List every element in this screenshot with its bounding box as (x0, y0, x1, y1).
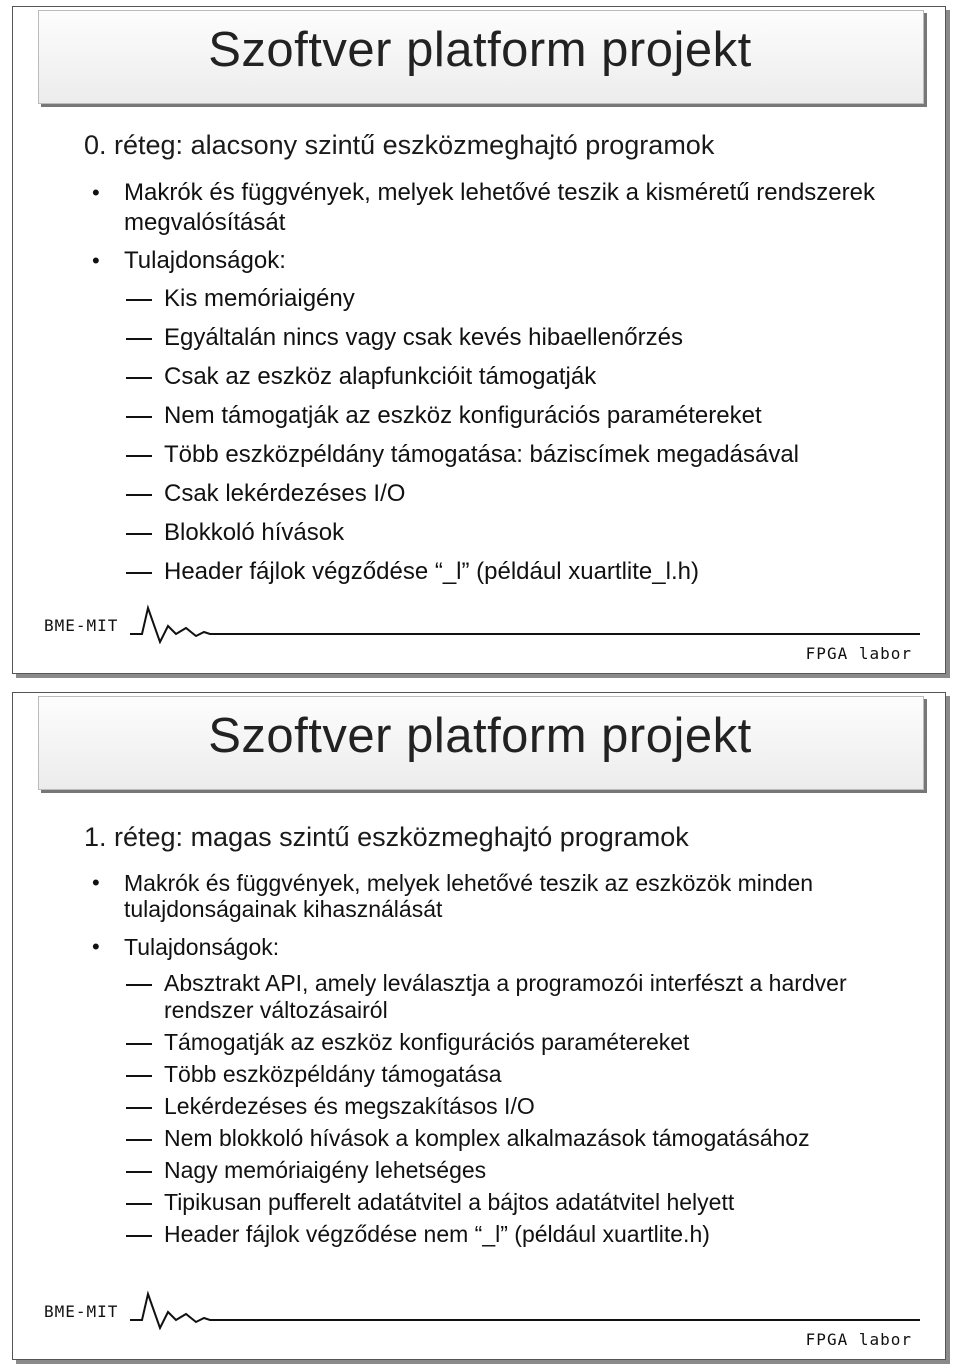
dash-icon (126, 1203, 152, 1205)
bullet-icon: • (92, 248, 100, 273)
dash-icon (126, 1043, 152, 1045)
bullet-icon: • (92, 934, 100, 959)
dash-icon (126, 1075, 152, 1077)
sub-list (84, 284, 904, 587)
signal-wave-icon (130, 604, 920, 644)
sub-item-text: Nagy memóriaigény lehetséges (164, 1157, 487, 1183)
sub-item-text: Csak lekérdezéses I/O (164, 480, 406, 507)
dash-icon (126, 494, 152, 496)
sub-item-text: Egyáltalán nincs vagy csak kevés hibaellenőrzés (164, 324, 683, 351)
bullet-icon: • (92, 180, 100, 205)
bullet-item (84, 934, 904, 1248)
slide-footer (40, 1286, 920, 1348)
slide-1 (0, 0, 960, 682)
bullet-list (84, 178, 904, 587)
sub-item (84, 1061, 904, 1088)
sub-item (84, 1221, 904, 1248)
sub-item-text: Blokkoló hívások (164, 519, 345, 546)
sub-item (84, 440, 904, 470)
section-heading: 1. réteg: magas szintű eszközmeghajtó programok (84, 822, 689, 852)
bme-mit-logo: BME-MIT (44, 1302, 119, 1321)
dash-icon (126, 416, 152, 418)
slide-title: Szoftver platform projekt (208, 23, 752, 77)
dash-icon (126, 1107, 152, 1109)
sub-item-text: Nem blokkoló hívások a komplex alkalmazások támogatásához (164, 1125, 810, 1151)
sub-item-text: Kis memóriaigény (164, 285, 355, 312)
sub-item (84, 479, 904, 509)
bullet-text: Tulajdonságok: (124, 934, 280, 960)
dash-icon (126, 1235, 152, 1237)
dash-icon (126, 572, 152, 574)
sub-item (84, 1093, 904, 1120)
sub-item (84, 518, 904, 548)
sub-item-text: Tipikusan pufferelt adatátvitel a bájtos adatátvitel helyett (164, 1189, 735, 1215)
bullet-text: Makrók és függvények, melyek lehetővé teszik a kisméretű rendszerek megvalósítását (124, 179, 875, 236)
dash-icon (126, 533, 152, 535)
bullet-item (84, 178, 904, 238)
sub-item-text: Lekérdezéses és megszakításos I/O (164, 1093, 535, 1119)
sub-item (84, 557, 904, 587)
sub-item-text: Támogatják az eszköz konfigurációs paramétereket (164, 1029, 690, 1055)
sub-item-text: Csak az eszköz alapfunkcióit támogatják (164, 363, 597, 390)
sub-item (84, 401, 904, 431)
bullet-text: Makrók és függvények, melyek lehetővé teszik az eszközök minden tulajdonságainak kihasználását (124, 870, 814, 922)
fpga-labor-label: FPGA labor (805, 1330, 912, 1349)
slide-title: Szoftver platform projekt (208, 709, 752, 763)
sub-list (84, 970, 904, 1248)
dash-icon (126, 299, 152, 301)
sub-item-text: Absztrakt API, amely leválasztja a programozói interfészt a hardver rendszer változásairól (164, 970, 847, 1023)
sub-item (84, 362, 904, 392)
sub-item-text: Több eszközpéldány támogatása: báziscímek megadásával (164, 441, 800, 468)
section-heading: 0. réteg: alacsony szintű eszközmeghajtó programok (84, 130, 715, 160)
sub-item-text: Header fájlok végződése nem “_l” (például xuartlite.h) (164, 1221, 710, 1247)
sub-item (84, 1157, 904, 1184)
slide-content (84, 820, 904, 1260)
dash-icon (126, 1171, 152, 1173)
dash-icon (126, 338, 152, 340)
bullet-item (84, 246, 904, 587)
sub-item (84, 1125, 904, 1152)
dash-icon (126, 1139, 152, 1141)
bullet-list (84, 870, 904, 1248)
slide-footer (40, 600, 920, 662)
sub-item (84, 284, 904, 314)
dash-icon (126, 377, 152, 379)
bullet-icon: • (92, 870, 100, 895)
signal-wave-icon (130, 1290, 920, 1330)
dash-icon (126, 984, 152, 986)
bullet-item (84, 870, 904, 922)
fpga-labor-label: FPGA labor (805, 644, 912, 663)
slide-2 (0, 686, 960, 1368)
sub-item (84, 1029, 904, 1056)
sub-item (84, 1189, 904, 1216)
sub-item-text: Több eszközpéldány támogatása (164, 1061, 502, 1087)
sub-item (84, 323, 904, 353)
slide-content (84, 128, 904, 596)
bullet-text: Tulajdonságok: (124, 247, 286, 274)
sub-item-text: Nem támogatják az eszköz konfigurációs paramétereket (164, 402, 762, 429)
dash-icon (126, 455, 152, 457)
sub-item-text: Header fájlok végződése “_l” (például xuartlite_l.h) (164, 558, 699, 585)
bme-mit-logo: BME-MIT (44, 616, 119, 635)
sub-item (84, 970, 904, 1024)
